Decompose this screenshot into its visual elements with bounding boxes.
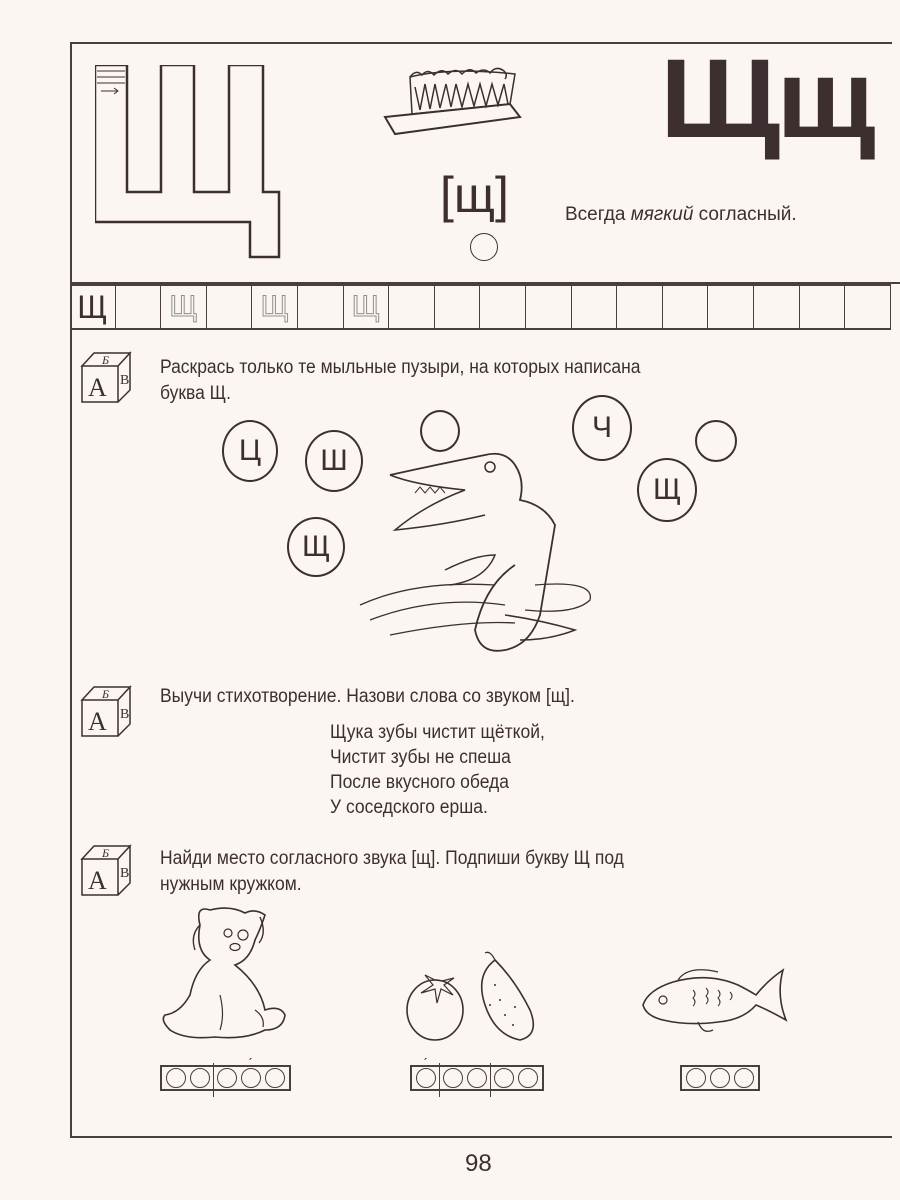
poem-line: Чистит зубы не спеша [330, 747, 511, 768]
write-cell[interactable] [800, 286, 846, 328]
fish-illustration [638, 960, 793, 1040]
write-cell[interactable] [526, 286, 572, 328]
big-letter-pair: Щщ [660, 36, 872, 162]
poem-line: Щука зубы чистит щёткой, [330, 722, 545, 743]
bubble-tse[interactable]: Ц [222, 420, 278, 482]
bubble-shcha[interactable]: Щ [637, 458, 697, 522]
syllable-divider [490, 1063, 491, 1097]
sound-circle[interactable] [518, 1068, 538, 1088]
puppy-illustration [155, 905, 305, 1045]
sound-circle[interactable]: ˊ [241, 1068, 261, 1088]
abc-cube-icon [80, 843, 134, 897]
pike-illustration [355, 445, 605, 660]
bubble-shcha[interactable]: Щ [287, 517, 345, 577]
svg-text:А: А [88, 707, 107, 736]
write-cell[interactable] [480, 286, 526, 328]
task-3-instruction: Найди место согласного звука [щ]. Подпиши букву Щ под нужным кружком. [160, 848, 624, 895]
sound-transcription: [щ] [440, 167, 509, 223]
writing-row [70, 284, 891, 330]
sound-circle[interactable] [166, 1068, 186, 1088]
write-cell[interactable] [572, 286, 618, 328]
abc-cube-icon [80, 350, 134, 404]
write-cell[interactable] [754, 286, 800, 328]
svg-text:Б: Б [102, 846, 110, 860]
tomato-cucumber-illustration [405, 945, 545, 1045]
poem-line: У соседского ерша. [330, 797, 488, 818]
sound-circle[interactable] [686, 1068, 706, 1088]
poem [330, 720, 545, 820]
trace-cell[interactable]: Щ [161, 286, 207, 328]
write-cell[interactable] [298, 286, 344, 328]
write-cell[interactable] [845, 286, 891, 328]
bubble-sha[interactable]: Ш [305, 430, 363, 492]
syllable-divider [439, 1063, 440, 1097]
svg-text:Б: Б [102, 687, 110, 701]
sound-circle[interactable] [710, 1068, 730, 1088]
trace-cell[interactable]: Щ [252, 286, 298, 328]
sound-circle[interactable] [265, 1068, 285, 1088]
sample-cell: Щ [70, 286, 116, 328]
sound-circle[interactable] [734, 1068, 754, 1088]
svg-text:В: В [120, 866, 130, 881]
svg-text:В: В [120, 707, 130, 722]
sound-circle[interactable] [494, 1068, 514, 1088]
svg-text:А: А [88, 866, 107, 895]
sound-circle[interactable] [217, 1068, 237, 1088]
maze-letter-shcha [95, 65, 285, 260]
sound-description: Всегда мягкий согласный. [565, 204, 797, 225]
write-cell[interactable] [617, 286, 663, 328]
poem-line: После вкусного обеда [330, 772, 509, 793]
trace-cell[interactable]: Щ [344, 286, 390, 328]
sound-circle[interactable] [467, 1068, 487, 1088]
write-cell[interactable] [663, 286, 709, 328]
write-cell[interactable] [389, 286, 435, 328]
svg-text:А: А [88, 373, 107, 402]
syllable-divider [213, 1063, 214, 1097]
page-number: 98 [465, 1150, 492, 1177]
write-cell[interactable] [708, 286, 754, 328]
brush-illustration [380, 62, 530, 137]
sound-circle [470, 233, 498, 261]
svg-text:Б: Б [102, 353, 110, 367]
write-cell[interactable] [435, 286, 481, 328]
sound-scheme-vegetables [410, 1055, 544, 1091]
sound-circle[interactable]: ˊ [416, 1068, 436, 1088]
write-cell[interactable] [207, 286, 253, 328]
write-cell[interactable] [116, 286, 162, 328]
sound-scheme-puppy [160, 1055, 291, 1091]
abc-cube-icon [80, 684, 134, 738]
task-1-instruction: Раскрась только те мыльные пузыри, на которых написана буква Щ. [160, 357, 641, 404]
bubble-che[interactable]: Ч [572, 395, 632, 461]
sound-circle[interactable] [443, 1068, 463, 1088]
sound-circle[interactable] [190, 1068, 210, 1088]
svg-text:В: В [120, 373, 130, 388]
sound-scheme-fish [680, 1065, 760, 1091]
task-2-instruction: Выучи стихотворение. Назови слова со звуком [щ]. [160, 686, 575, 707]
bubble-empty[interactable] [695, 420, 737, 462]
